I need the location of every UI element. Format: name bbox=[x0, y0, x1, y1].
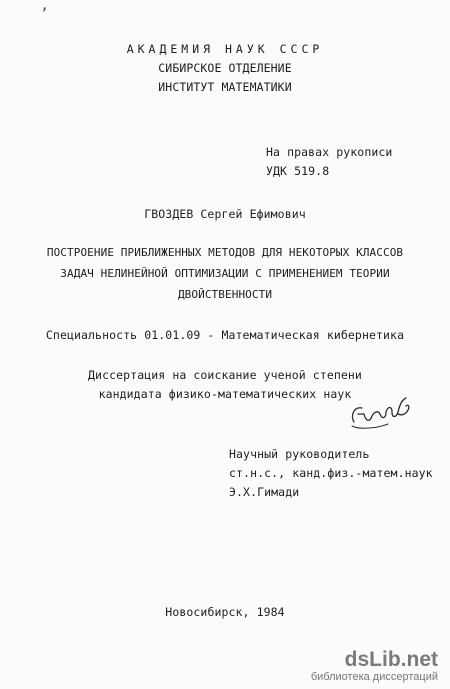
title-line-2: ЗАДАЧ НЕЛИНЕЙНОЙ ОПТИМИЗАЦИИ С ПРИМЕНЕНИЕМ ТЕОРИИ bbox=[60, 267, 390, 280]
manuscript-rights: На правах рукописи bbox=[266, 145, 393, 159]
city-year: Новосибирск, 1984 bbox=[165, 605, 285, 619]
dissertation-line-2: кандидата физико-математических наук bbox=[98, 387, 352, 401]
handwritten-signature bbox=[348, 392, 414, 434]
supervisor-label: Научный руководитель bbox=[229, 447, 370, 461]
corner-mark: ʼ bbox=[40, 6, 49, 22]
watermark-brand: dsLib.net bbox=[344, 648, 438, 671]
branch-name: СИБИРСКОЕ ОТДЕЛЕНИЕ bbox=[158, 61, 292, 75]
institute-name: ИНСТИТУТ МАТЕМАТИКИ bbox=[158, 80, 292, 94]
title-line-1: ПОСТРОЕНИЕ ПРИБЛИЖЕННЫХ МЕТОДОВ ДЛЯ НЕКОТОРЫХ КЛАССОВ bbox=[46, 246, 404, 259]
udc-code: УДК 519.8 bbox=[266, 164, 330, 178]
supervisor-degree: ст.н.с., канд.физ.-матем.наук bbox=[229, 466, 433, 480]
supervisor-name: Э.Х.Гимади bbox=[229, 485, 300, 499]
watermark-logo bbox=[311, 649, 438, 670]
author-name: ГВОЗДЕВ Сергей Ефимович bbox=[144, 207, 306, 221]
dissertation-line-1: Диссертация на соискание ученой степени bbox=[88, 368, 362, 382]
watermark-subtitle: библиотека диссертаций bbox=[310, 671, 438, 683]
specialty: Специальность 01.01.09 - Математическая кибернетика bbox=[45, 328, 405, 342]
watermark bbox=[311, 649, 438, 683]
title-line-3: ДВОЙСТВЕННОСТИ bbox=[177, 288, 273, 301]
academy-name: АКАДЕМИЯ НАУК СССР bbox=[126, 42, 324, 56]
